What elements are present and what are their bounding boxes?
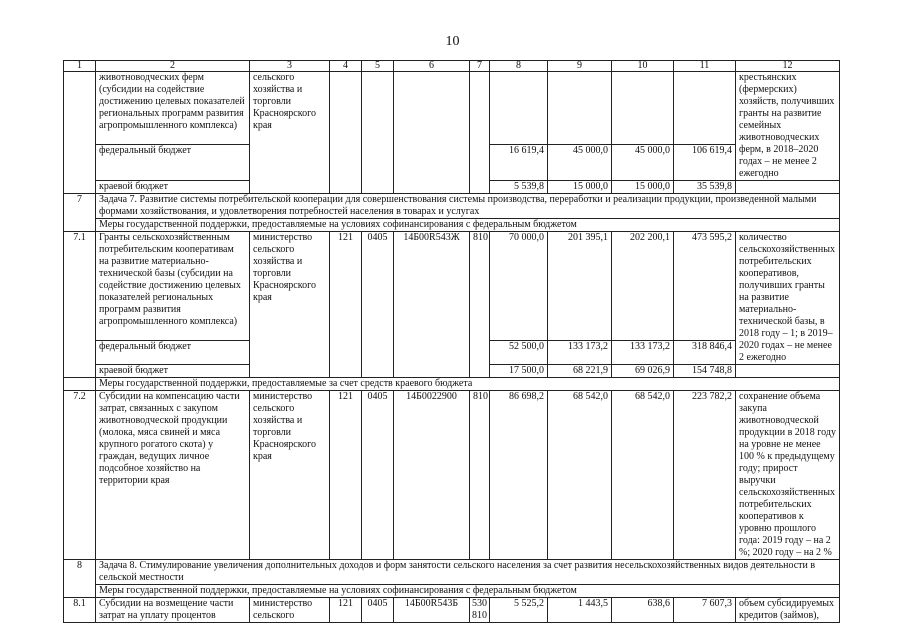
value-cell: 7 607,3 <box>674 598 736 623</box>
code-cell: 14Б00R543Б <box>394 598 470 623</box>
page-number: 10 <box>445 34 460 49</box>
value-cell: 154 748,8 <box>674 365 736 378</box>
header-cell: 11 <box>674 61 736 72</box>
task-title: Задача 8. Стимулирование увеличения дополнительных доходов и форм занятости сельского населения за счет развития несельскохозяйственных видов деятельности в сельской местности <box>96 560 840 585</box>
header-cell: 2 <box>96 61 250 72</box>
section-title: Меры государственной поддержки, предоставляемые на условиях софинансирования с федеральным бюджетом <box>96 219 840 232</box>
num-cell <box>64 72 96 194</box>
code-cell: 530 810 <box>470 598 490 623</box>
value-cell: 86 698,2 <box>490 391 548 560</box>
value-cell: 17 500,0 <box>490 365 548 378</box>
header-cell: 1 <box>64 61 96 72</box>
header-cell: 10 <box>612 61 674 72</box>
agency-cell: сельского хозяйства и торговли Красноярского края <box>250 72 330 194</box>
value-cell: 201 395,1 <box>548 232 612 341</box>
section-row <box>64 219 840 232</box>
task-row <box>64 194 840 219</box>
agency-cell: министерство сельского хозяйства и торговли Красноярского края <box>250 232 330 378</box>
value-cell: 45 000,0 <box>612 145 674 181</box>
value-cell: 15 000,0 <box>612 181 674 194</box>
item-name: животноводческих ферм (субсидии на содействие достижению целевых показателей региональных программ развития агропромышленного комплекса) <box>96 72 250 145</box>
program-table <box>63 60 840 623</box>
item-name: Субсидии на компенсацию части затрат, связанных с закупом животноводческой продукции (молока, мяса свиней и мяса крупного рогатого скота) у граждан, ведущих личное подсобное хозяйство на территории края <box>96 391 250 560</box>
value-cell: 473 595,2 <box>674 232 736 341</box>
budget-label: краевой бюджет <box>96 181 250 194</box>
value-cell: 70 000,0 <box>490 232 548 341</box>
value-cell: 68 542,0 <box>548 391 612 560</box>
header-cell: 3 <box>250 61 330 72</box>
result-cell: количество сельскохозяйственных потребительских кооперативов, получивших гранты на развитие материально-технической базы, в 2018 году – 1; в 2019–2020 годах – не менее 2 ежегодно <box>736 232 840 365</box>
value-cell: 68 542,0 <box>612 391 674 560</box>
item-number: 8.1 <box>64 598 96 623</box>
budget-label: краевой бюджет <box>96 365 250 378</box>
header-cell: 4 <box>330 61 362 72</box>
value-cell: 16 619,4 <box>490 145 548 181</box>
code-cell: 14Б00R543Ж <box>394 232 470 378</box>
value-cell: 202 200,1 <box>612 232 674 341</box>
value-cell: 638,6 <box>612 598 674 623</box>
header-cell: 7 <box>470 61 490 72</box>
value-cell: 223 782,2 <box>674 391 736 560</box>
value-cell: 106 619,4 <box>674 145 736 181</box>
task-title: Задача 7. Развитие системы потребительской кооперации для совершенствования системы производства, переработки и реализации продукции, произведенной малыми формами хозяйствования, и удовлетворения потребностей населения в товарах и услугах <box>96 194 840 219</box>
value-cell: 5 539,8 <box>490 181 548 194</box>
result-cell: объем субсидируемых кредитов (займов), <box>736 598 840 623</box>
value-cell: 5 525,2 <box>490 598 548 623</box>
header-cell: 6 <box>394 61 470 72</box>
table-header-row <box>64 61 840 72</box>
task-number: 8 <box>64 560 96 598</box>
item-name: Гранты сельскохозяйственным потребительским кооперативам на развитие материально-технической базы (субсидии на содействие достижению целевых показателей региональных программ развития агропромышленного комплекса) <box>96 232 250 341</box>
value-cell: 133 173,2 <box>612 341 674 365</box>
code-cell: 0405 <box>362 232 394 378</box>
code-cell: 121 <box>330 232 362 378</box>
code-cell: 0405 <box>362 598 394 623</box>
value-cell: 69 026,9 <box>612 365 674 378</box>
code-cell: 810 <box>470 232 490 378</box>
code-cell: 121 <box>330 391 362 560</box>
item-number: 7.1 <box>64 232 96 378</box>
task-row <box>64 560 840 585</box>
budget-label: федеральный бюджет <box>96 145 250 181</box>
agency-cell: министерство сельского <box>250 598 330 623</box>
result-cell: сохранение объема закупа животноводческой продукции в 2018 году на уровне не менее 100 % к предыдущему году; прирост выручки сельскохозяйственных потребительских кооперативов к уровню прошлого года: 2019 году – на 2 %; 2020 году – на 2 % <box>736 391 840 560</box>
code-cell: 810 <box>470 391 490 560</box>
value-cell: 45 000,0 <box>548 145 612 181</box>
table-row <box>64 598 840 623</box>
section-row <box>64 378 840 391</box>
header-cell: 12 <box>736 61 840 72</box>
value-cell: 1 443,5 <box>548 598 612 623</box>
header-cell: 8 <box>490 61 548 72</box>
value-cell: 318 846,4 <box>674 341 736 365</box>
item-number: 7.2 <box>64 391 96 560</box>
header-cell: 5 <box>362 61 394 72</box>
code-cell: 14Б0022900 <box>394 391 470 560</box>
agency-cell: министерство сельского хозяйства и торговли Красноярского края <box>250 391 330 560</box>
result-cell: крестьянских (фермерских) хозяйств, получивших гранты на развитие семейных животноводческих ферм, в 2018–2020 годах – не менее 2 ежегодно <box>736 72 840 181</box>
code-cell: 121 <box>330 598 362 623</box>
value-cell: 133 173,2 <box>548 341 612 365</box>
task-number: 7 <box>64 194 96 232</box>
table-row <box>64 72 840 145</box>
section-title: Меры государственной поддержки, предоставляемые на условиях софинансирования с федеральным бюджетом <box>96 585 840 598</box>
item-name: Субсидии на возмещение части затрат на уплату процентов <box>96 598 250 623</box>
value-cell: 68 221,9 <box>548 365 612 378</box>
section-title: Меры государственной поддержки, предоставляемые за счет средств краевого бюджета <box>96 378 840 391</box>
budget-label: федеральный бюджет <box>96 341 250 365</box>
table-row <box>64 391 840 560</box>
header-cell: 9 <box>548 61 612 72</box>
value-cell: 35 539,8 <box>674 181 736 194</box>
section-row <box>64 585 840 598</box>
value-cell: 15 000,0 <box>548 181 612 194</box>
value-cell: 52 500,0 <box>490 341 548 365</box>
code-cell: 0405 <box>362 391 394 560</box>
table-row <box>64 232 840 341</box>
